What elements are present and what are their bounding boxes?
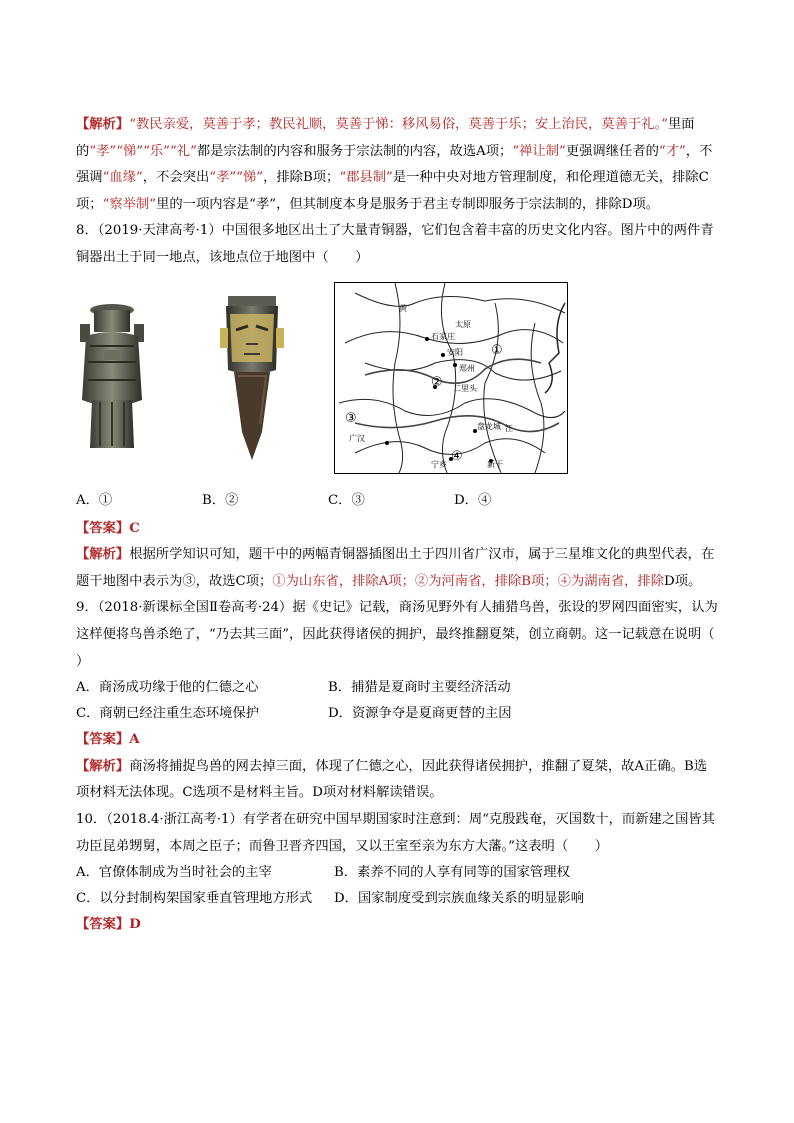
analysis-text: 里面的	[76, 117, 695, 159]
analysis-quote: “才”	[658, 143, 686, 159]
analysis-text: ，排除B项；	[263, 170, 340, 186]
bronze-vessel-image	[76, 302, 148, 452]
analysis-tag: 【解析】	[76, 758, 130, 774]
analysis-text: 更强调继任者的	[565, 143, 659, 159]
analysis-quote: “血缘”	[102, 170, 143, 186]
map-marker-3: ③	[345, 410, 357, 426]
option-b: B．捕猎是夏商时主要经济活动	[328, 680, 511, 696]
q10-stem: 10．（2018.4·浙江高考·1）有学者在研究中国早期国家时注意到：周“克殷践奄，灭国数十，而新建之国皆其功臣昆弟甥舅，本周之臣子；而鲁卫晋齐四国，又以王室至亲为东方大藩。”这表明（ ）	[76, 811, 715, 854]
q8-figures	[76, 282, 720, 482]
option-c: C．以分封制构架国家垂直管理地方形式	[76, 891, 313, 907]
analysis-text: 里的一项内容是“孝”，但其制度本身是服务于君主专制即服务于宗法制的，排除D项。	[156, 196, 660, 212]
map-marker-1: ①	[491, 342, 503, 358]
q10-options-row1	[76, 860, 720, 886]
map-label-zhengzhou: 郑州	[459, 363, 475, 373]
document-page	[76, 112, 742, 939]
analysis-quote: “郡县制”	[339, 170, 393, 186]
option-c: C．③	[328, 492, 365, 508]
map-marker-4: ④	[451, 448, 463, 464]
analysis-text: ，不会突出	[142, 170, 210, 186]
q10-options-row2	[76, 886, 720, 912]
q10-answer	[76, 912, 720, 939]
map-label-anyang: 安阳	[447, 347, 463, 357]
analysis-text: 根据所学知识可知，题干中的两幅青铜器插图出土于四川省广汉市，属于三星堆文化的典型代表，在题干地图中表示为③，故选C项；	[76, 547, 715, 589]
bronze-site-map	[334, 282, 568, 474]
analysis-tag: 【解析】	[76, 117, 130, 132]
option-b: B．②	[202, 492, 239, 508]
map-label-ningxiang: 宁乡	[431, 459, 447, 469]
analysis-text: 是一种中央对地方管理制度，和伦理道德无关，排除C项；	[76, 170, 709, 212]
analysis-quote: “孝”“悌”“乐”“礼”	[89, 143, 197, 159]
option-b: B．素养不同的人享有同等的国家管理权	[334, 865, 570, 881]
q9-options-row1	[76, 675, 720, 701]
analysis-text: 商汤将捕捉鸟兽的网去掉三面，体现了仁德之心，因此获得诸侯拥护，推翻了夏桀，故A正确。B选项材料无法体现。C选项不是材料主旨。D项对材料解读错误。	[76, 758, 708, 801]
option-a: A．①	[76, 492, 113, 508]
option-a: A．官僚体制成为当时社会的主宰	[76, 865, 272, 881]
analysis-tag: 【解析】	[76, 547, 130, 563]
q9-options-row2	[76, 701, 720, 727]
analysis-quote: “教民亲爱，莫善于孝；教民礼顺，莫善于悌：移风易俗，莫善于乐；安上治民，莫善于礼。”	[129, 117, 669, 132]
option-d: D．④	[454, 492, 492, 508]
map-outline	[335, 283, 567, 473]
answer-value: A	[129, 732, 140, 748]
option-d: D．资源争夺是夏商更替的主因	[328, 706, 512, 722]
option-d: D．国家制度受到宗族血缘关系的明显影响	[334, 891, 585, 907]
answer-tag: 【答案】	[76, 917, 130, 933]
analysis-text-red: ①为山东省，排除A项；②为河南省，排除B项；④为湖南省，排除	[272, 573, 665, 589]
q7-analysis	[76, 112, 720, 218]
q8-options	[76, 488, 720, 514]
answer-tag: 【答案】	[76, 520, 130, 536]
q8-answer	[76, 516, 720, 543]
bronze-mask-image	[216, 292, 288, 462]
map-label-taiyuan: 太原	[455, 319, 471, 329]
analysis-quote: “禅让制”	[512, 143, 566, 159]
q9-stem: 9．（2018·新课标全国Ⅱ卷高考·24）据《史记》记载，商汤见野外有人捕猎鸟兽，张设的罗网四面密实，认为这样便将鸟兽杀绝了，“乃去其三面”，因此获得诸侯的拥护，最终推翻夏桀，创立商朝。这一记载意在说明（ ）	[76, 600, 742, 669]
map-label-yellow-river: 黄	[399, 303, 407, 313]
answer-value: C	[129, 520, 140, 536]
q9-answer	[76, 727, 720, 754]
q8-stem: 8．（2019·天津高考·1）中国很多地区出土了大量青铜器，它们包含着丰富的历史文化内容。图片中的两件青铜器出土于同一地点，该地点位于地图中（ ）	[76, 223, 714, 265]
map-label-shijiazhuang: 石家庄	[431, 331, 455, 341]
answer-value: D	[129, 917, 141, 933]
analysis-quote: “察举制”	[102, 196, 157, 212]
analysis-text-end: D项。	[664, 573, 702, 589]
analysis-text: ，不强调	[76, 143, 713, 186]
map-label-yangtze: 江	[505, 423, 513, 433]
map-label-erlitou: 二里头	[453, 383, 477, 393]
map-label-xingan: 新干	[487, 459, 503, 469]
option-c: C．商朝已经注重生态环境保护	[76, 706, 260, 722]
option-a: A．商汤成功缘于他的仁德之心	[76, 680, 259, 696]
analysis-quote: “孝”“悌”	[209, 170, 264, 186]
analysis-text: 都是宗法制的内容和服务于宗法制的内容，故选A项；	[196, 143, 513, 159]
map-marker-2: ②	[431, 374, 443, 390]
q8-analysis	[76, 542, 720, 595]
q9-analysis	[76, 754, 720, 807]
map-label-guanghan: 广汉	[349, 433, 365, 443]
answer-tag: 【答案】	[76, 732, 130, 748]
map-label-panlongcheng: 盘龙城	[477, 421, 501, 431]
